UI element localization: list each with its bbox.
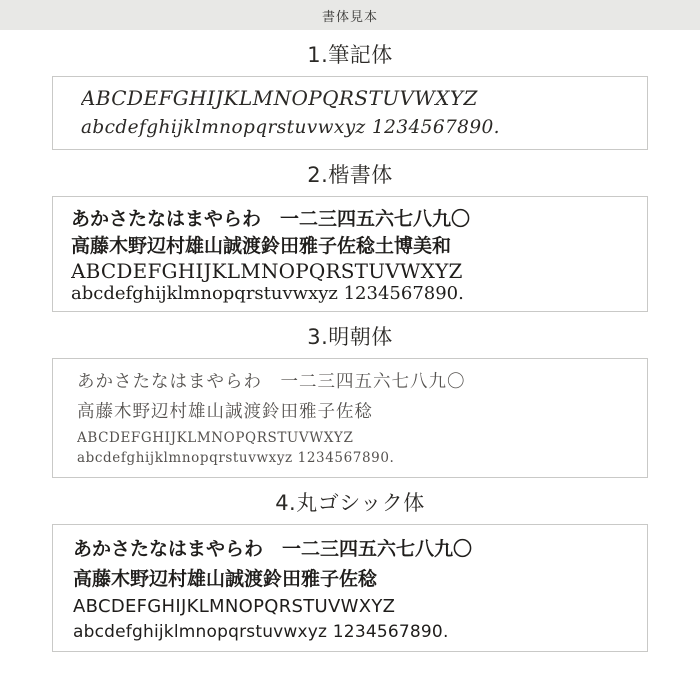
page-title: 書体見本 bbox=[321, 9, 378, 25]
sample-line: ABCDEFGHIJKLMNOPQRSTUVWXYZ bbox=[81, 86, 478, 110]
sample-section-kaisho bbox=[0, 150, 700, 312]
sample-line: 高藤木野辺村雄山誠渡鈴田雅子佐稔 bbox=[73, 568, 378, 591]
sample-section-script bbox=[0, 30, 700, 150]
sample-line: ABCDEFGHIJKLMNOPQRSTUVWXYZ bbox=[71, 259, 463, 283]
sample-line: abcdefghijklmnopqrstuvwxyz 1234567890. bbox=[81, 117, 500, 138]
sample-line: 高藤木野辺村雄山誠渡鈴田雅子佐稔土博美和 bbox=[71, 235, 452, 258]
sample-box-maru-gothic bbox=[52, 524, 648, 652]
page-header bbox=[0, 0, 700, 30]
sample-line: abcdefghijklmnopqrstuvwxyz 1234567890. bbox=[73, 621, 449, 642]
sample-box-script bbox=[52, 76, 648, 150]
sample-line: あかさたなはまやらわ 一二三四五六七八九〇 bbox=[73, 538, 473, 560]
sample-line: あかさたなはまやらわ 一二三四五六七八九〇 bbox=[71, 208, 471, 230]
section-title-mincho: 3.明朝体 bbox=[307, 325, 393, 349]
sample-section-maru-gothic bbox=[0, 478, 700, 652]
section-title-maru-gothic: 4.丸ゴシック体 bbox=[275, 491, 425, 515]
sample-line: あかさたなはまやらわ 一二三四五六七八九〇 bbox=[77, 372, 466, 392]
section-title-kaisho: 2.楷書体 bbox=[307, 163, 393, 187]
sample-box-mincho bbox=[52, 358, 648, 478]
sample-line: ABCDEFGHIJKLMNOPQRSTUVWXYZ bbox=[73, 596, 396, 618]
section-title-script: 1.筆記体 bbox=[307, 43, 393, 67]
sample-line: ABCDEFGHIJKLMNOPQRSTUVWXYZ bbox=[77, 429, 354, 446]
sample-line: abcdefghijklmnopqrstuvwxyz 1234567890. bbox=[77, 450, 395, 467]
sample-line: abcdefghijklmnopqrstuvwxyz 1234567890. bbox=[71, 283, 464, 305]
sample-line: 高藤木野辺村雄山誠渡鈴田雅子佐稔 bbox=[77, 402, 373, 423]
sample-box-kaisho bbox=[52, 196, 648, 312]
sample-section-mincho bbox=[0, 312, 700, 478]
